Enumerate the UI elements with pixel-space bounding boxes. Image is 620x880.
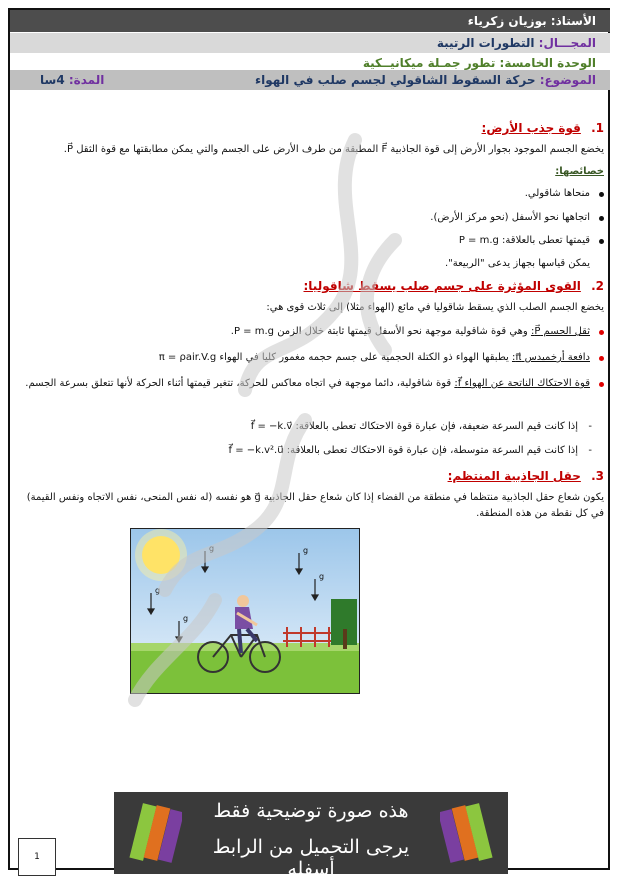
section2-number: 2.: [591, 279, 604, 293]
section1-title: قوة جذب الأرض:: [481, 121, 581, 135]
friction-case-medium: - إذا كانت قيم السرعة متوسطة، فإن عبارة قوة الاحتكاك تعطى بالعلاقة: f⃗ = −k.v².u⃗: [14, 443, 578, 459]
section3-title: حقل الجاذبية المنتظم:: [447, 469, 581, 483]
teacher-name: الأستاذ: بوزيان زكرياء: [467, 14, 596, 28]
page-number: 1: [34, 852, 40, 862]
unit-title: الوحدة الخامسة: تطور جمـلة ميكانيــكية: [362, 56, 596, 70]
property-item: قيمتها تعطى بالعلاقة: P = m.g: [14, 233, 590, 249]
measure-note: يمكن قياسها بجهاز يدعى "الربيعة".: [444, 258, 590, 269]
force-desc: قوة شاقولية، دائما موجهة في اتجاه معاكس للحركة، تتغير قيمتها أثناء الحركة لأنها تتعلق بسرعة الجسم.: [25, 378, 455, 389]
section3-number: 3.: [591, 469, 604, 483]
property-item: اتجاهها نحو الأسفل (نحو مركز الأرض).: [14, 210, 590, 226]
section2-title: القوى المؤثرة على جسم صلب يسقط شاقوليا:: [303, 279, 581, 293]
uniform-field-illustration: [130, 528, 360, 694]
duration: [40, 70, 104, 90]
page-number-box: [18, 838, 56, 876]
duration-label: المدة:: [68, 73, 105, 87]
force-friction: [14, 376, 590, 392]
section3-paragraph: يكون شعاع حقل الجاذبية منتظما في منطقة من الفضاء إذا كان شعاع حقل الجاذبية g⃗ هو نفسه (له نفس المنحى، نفس الاتجاه ونفس القيمة) في كل نقطة من هذه المنطقة.: [26, 492, 604, 519]
g-label: g: [209, 544, 215, 553]
domain-row: [10, 33, 610, 53]
section1-heading: [482, 121, 604, 135]
banner-line-1: هذه صورة توضيحية فقط: [213, 800, 409, 822]
grass: [131, 647, 359, 693]
topic-value: حركة السقوط الشاقولي لجسم صلب في الهواء: [254, 73, 536, 87]
g-label: g: [319, 572, 325, 581]
friction-case-low: - إذا كانت قيم السرعة ضعيفة، فإن عبارة قوة الاحتكاك تعطى بالعلاقة: f⃗ = −k.v⃗: [14, 419, 578, 435]
books-icon: [122, 800, 182, 866]
duration-value: 4سا: [40, 73, 65, 87]
download-banner[interactable]: [114, 792, 508, 880]
domain-label: المجـــال:: [538, 36, 596, 50]
page-frame: [8, 8, 610, 870]
g-label: g: [155, 586, 161, 595]
section2-intro: يخضع الجسم الصلب الذي يسقط شاقوليا في مائع (الهواء مثلا) إلى ثلاث قوى هي:: [266, 302, 604, 313]
force-name: قوة الاحتكاك الناتجة عن الهواء f⃗:: [454, 378, 590, 389]
topic-row: [10, 70, 610, 90]
teacher-bar: [10, 10, 610, 32]
force-weight: [14, 324, 590, 340]
force-desc: وهي قوة شاقولية موجهة نحو الأسفل قيمتها ثابتة خلال الزمن P = m.g.: [230, 326, 531, 337]
force-archimedes: [14, 350, 590, 366]
g-label: g: [303, 546, 309, 555]
force-name: دافعة أرخميدس π⃗:: [511, 352, 590, 363]
section2-heading: [304, 279, 605, 293]
section1-paragraph: يخضع الجسم الموجود بجوار الأرض إلى قوة الجاذبية F⃗ المطبقة من طرف الأرض على الجسم والتي يمكن مطابقتها مع قوة الثقل P⃗.: [63, 144, 604, 155]
force-desc: يطبقها الهواء ذو الكتلة الحجمية على جسم حجمه مغمور كليا في الهواء π = ρair.V.g: [158, 352, 512, 363]
banner-line-2: يرجى التحميل من الرابط أسفله: [212, 836, 410, 880]
section1-number: 1.: [591, 121, 604, 135]
properties-title: خصائصها:: [555, 166, 604, 177]
domain-value: التطورات الرتيبة: [436, 36, 535, 50]
force-name: ثقل الجسم P⃗:: [530, 326, 590, 337]
g-label: g: [183, 614, 189, 623]
topic-label: الموضوع:: [539, 73, 596, 87]
cyclist-scene: [131, 529, 359, 693]
section3-heading: [448, 469, 604, 483]
property-item: منحاها شاقولي.: [14, 186, 590, 202]
books-icon: [440, 800, 500, 866]
